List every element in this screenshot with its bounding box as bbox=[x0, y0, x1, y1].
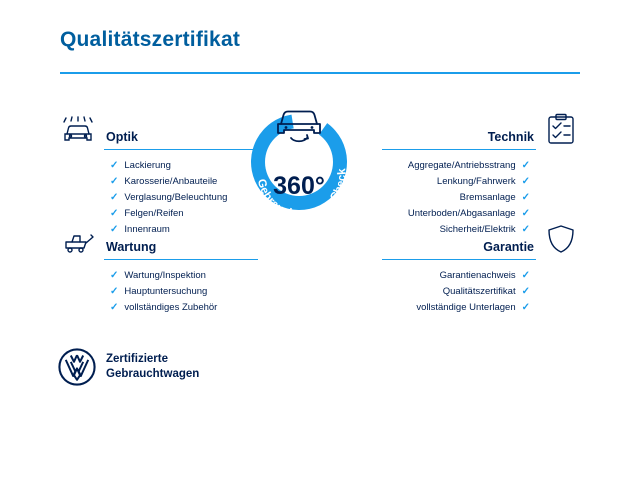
badge-number: 360° bbox=[273, 172, 325, 200]
list-item-label: vollständige Unterlagen bbox=[416, 302, 516, 313]
section-header-wartung bbox=[58, 218, 258, 260]
check-icon: ✓ bbox=[521, 302, 530, 313]
page-title: Qualitätszertifikat bbox=[60, 28, 241, 51]
list-item-label: Innenraum bbox=[124, 224, 170, 235]
check-icon: ✓ bbox=[110, 224, 119, 235]
list-item bbox=[382, 300, 582, 316]
check-icon: ✓ bbox=[521, 224, 530, 235]
list-item-label: Karosserie/Anbauteile bbox=[124, 176, 218, 187]
list-item bbox=[58, 158, 258, 174]
car-front-icon bbox=[267, 102, 331, 146]
footer-text bbox=[106, 352, 199, 382]
section-wartung bbox=[58, 218, 258, 316]
check-icon: ✓ bbox=[110, 302, 119, 313]
check-icon: ✓ bbox=[521, 270, 530, 281]
section-title-optik: Optik bbox=[106, 130, 138, 144]
check-icon: ✓ bbox=[110, 208, 119, 219]
list-item bbox=[58, 268, 258, 284]
check-icon: ✓ bbox=[110, 192, 119, 203]
section-header-technik bbox=[382, 108, 582, 150]
list-item bbox=[382, 284, 582, 300]
list-item bbox=[382, 158, 582, 174]
list-item-label: Garantienachweis bbox=[439, 270, 516, 281]
footer-line-1: Zertifizierte bbox=[106, 353, 168, 365]
list-item-label: Aggregate/Antriebsstrang bbox=[407, 160, 516, 171]
section-header-garantie bbox=[382, 218, 582, 260]
check-icon: ✓ bbox=[521, 208, 530, 219]
section-header-optik bbox=[58, 108, 258, 150]
list-item-label: Sicherheit/Elektrik bbox=[439, 224, 516, 235]
list-item bbox=[58, 300, 258, 316]
list-item bbox=[382, 174, 582, 190]
section-list-wartung bbox=[58, 268, 258, 316]
section-divider-garantie bbox=[382, 259, 536, 260]
section-list-garantie bbox=[382, 268, 582, 316]
section-title-garantie: Garantie bbox=[483, 240, 534, 254]
footer-line-2: Gebrauchtwagen bbox=[106, 368, 200, 380]
list-item-label: Lackierung bbox=[124, 160, 171, 171]
list-item-label: Hauptuntersuchung bbox=[124, 286, 208, 297]
list-item-label: Wartung/Inspektion bbox=[124, 270, 206, 281]
section-title-wartung: Wartung bbox=[106, 240, 157, 254]
list-item-label: Lenkung/Fahrwerk bbox=[436, 176, 516, 187]
list-item-label: Unterboden/Abgasanlage bbox=[407, 208, 516, 219]
shield-icon bbox=[540, 222, 582, 256]
check-icon: ✓ bbox=[521, 160, 530, 171]
list-item bbox=[58, 174, 258, 190]
check-icon: ✓ bbox=[110, 270, 119, 281]
section-title-technik: Technik bbox=[487, 130, 534, 144]
check-icon: ✓ bbox=[110, 176, 119, 187]
section-divider-technik bbox=[382, 149, 536, 150]
oil-can-icon bbox=[58, 222, 100, 256]
check-icon: ✓ bbox=[110, 160, 119, 171]
car-wash-icon bbox=[58, 112, 100, 146]
check-icon: ✓ bbox=[521, 286, 530, 297]
section-garantie bbox=[382, 218, 582, 316]
list-item-label: Bremsanlage bbox=[459, 192, 516, 203]
badge-curved-text: Gebrauchtwagen-Check bbox=[254, 167, 349, 222]
list-item-label: Qualitätszertifikat bbox=[442, 286, 516, 297]
section-divider-wartung bbox=[104, 259, 258, 260]
volkswagen-logo bbox=[58, 348, 96, 386]
title-divider bbox=[60, 72, 580, 74]
list-item bbox=[58, 190, 258, 206]
badge-360-check bbox=[233, 96, 365, 228]
list-item-label: Felgen/Reifen bbox=[124, 208, 184, 219]
list-item-label: Verglasung/Beleuchtung bbox=[124, 192, 228, 203]
list-item bbox=[382, 190, 582, 206]
list-item bbox=[382, 268, 582, 284]
check-icon: ✓ bbox=[521, 192, 530, 203]
footer-brand bbox=[58, 348, 199, 386]
list-item-label: vollständiges Zubehör bbox=[124, 302, 218, 313]
check-icon: ✓ bbox=[110, 286, 119, 297]
list-item bbox=[58, 284, 258, 300]
checklist-clipboard-icon bbox=[540, 112, 582, 146]
check-icon: ✓ bbox=[521, 176, 530, 187]
